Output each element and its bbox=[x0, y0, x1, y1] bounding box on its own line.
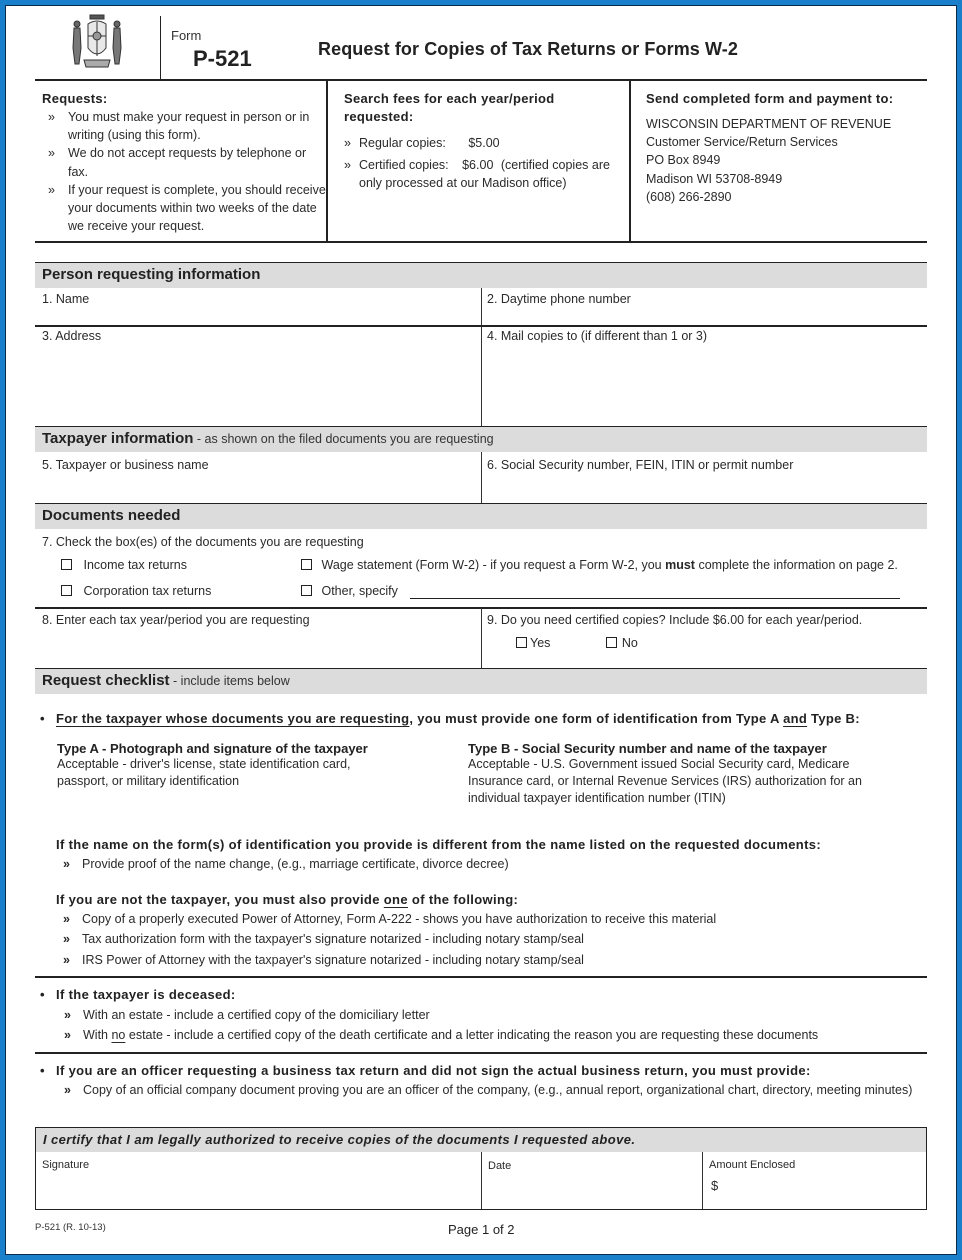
fee-certified-note: (certified copies are only processed at our Madison office) bbox=[359, 158, 610, 191]
id-requirement-text: Type B: bbox=[807, 711, 860, 726]
deceased-item bbox=[64, 1008, 430, 1022]
fee-certified bbox=[344, 156, 629, 192]
fee-certified-amount: $6.00 bbox=[462, 158, 494, 173]
address-field[interactable] bbox=[35, 326, 481, 426]
wage-statement-text: Wage statement (Form W-2) - if you request a Form W-2, you bbox=[321, 558, 666, 572]
form-revision: P-521 (R. 10-13) bbox=[35, 1222, 106, 1233]
q7-label: 7. Check the box(es) of the documents you are requesting bbox=[42, 535, 364, 549]
deceased-item-text: estate - include a certified copy of the death certificate and a letter indicating the reason you are requesting these documents bbox=[125, 1028, 819, 1042]
chevron-marker-icon: » bbox=[344, 158, 351, 173]
q8-label: 8. Enter each tax year/period you are requesting bbox=[42, 613, 310, 627]
type-b-block bbox=[468, 741, 908, 807]
certified-no-checkbox[interactable] bbox=[606, 637, 617, 648]
section-request-checklist bbox=[35, 668, 927, 694]
address-line: WISCONSIN DEPARTMENT OF REVENUE bbox=[646, 117, 892, 131]
not-taxpayer-item bbox=[63, 953, 584, 967]
certification-fields bbox=[35, 1152, 927, 1210]
type-a-block bbox=[57, 741, 407, 790]
name-change-item bbox=[63, 857, 509, 871]
chevron-marker-icon: » bbox=[64, 1028, 71, 1042]
corporation-tax-returns-checkbox[interactable] bbox=[61, 585, 72, 596]
other-label: Other, specify bbox=[321, 584, 398, 598]
fees-heading: Search fees for each year/period requested: bbox=[344, 91, 555, 124]
not-taxpayer-item-text: IRS Power of Attorney with the taxpayer's signature notarized - including notary stamp/seal bbox=[82, 953, 584, 967]
deceased-item-text: With an estate - include a certified copy of the domiciliary letter bbox=[83, 1008, 430, 1022]
wage-statement-label bbox=[321, 558, 897, 572]
corporation-tax-returns-label: Corporation tax returns bbox=[83, 584, 212, 598]
section-title: Documents needed bbox=[42, 507, 181, 524]
type-b-body: Acceptable - U.S. Government issued Social Security card, Medicare Insurance card, or Internal Revenue Services (IRS) authorization for an individual taxpayer identification number (ITIN) bbox=[468, 757, 862, 805]
chevron-marker-icon: » bbox=[64, 1083, 71, 1097]
mail-copies-to-label: 4. Mail copies to (if different than 1 or 3) bbox=[487, 329, 708, 343]
name-label: 1. Name bbox=[42, 292, 90, 306]
not-taxpayer-heading-text: If you are not the taxpayer, you must also provide bbox=[56, 892, 384, 907]
fee-regular-amount: $5.00 bbox=[468, 136, 500, 150]
fee-certified-label: Certified copies: bbox=[359, 158, 449, 173]
ssn-fein-label: 6. Social Security number, FEIN, ITIN or permit number bbox=[487, 458, 794, 472]
bullet-icon: • bbox=[40, 711, 45, 726]
row-divider bbox=[35, 976, 927, 978]
amount-enclosed-field[interactable] bbox=[703, 1152, 926, 1209]
section-subtitle: - include items below bbox=[169, 674, 290, 688]
not-taxpayer-item bbox=[63, 932, 584, 946]
dollar-sign: $ bbox=[711, 1178, 719, 1193]
deceased-heading-text: If the taxpayer is deceased: bbox=[56, 987, 236, 1002]
id-requirement-text: , you must provide one form of identification from Type A bbox=[409, 711, 784, 726]
deceased-item bbox=[64, 1028, 818, 1042]
info-rule bbox=[35, 241, 927, 243]
section-person-requesting bbox=[35, 262, 927, 288]
section-title: Person requesting information bbox=[42, 266, 261, 283]
requests-box bbox=[35, 81, 328, 243]
wage-statement-text: complete the information on page 2. bbox=[694, 558, 898, 572]
date-label: Date bbox=[488, 1160, 512, 1172]
form-number: P-521 bbox=[193, 46, 252, 71]
wisconsin-state-seal-icon bbox=[66, 12, 128, 72]
chevron-marker-icon: » bbox=[63, 932, 70, 946]
signature-field[interactable] bbox=[36, 1152, 482, 1209]
form-label: Form bbox=[171, 28, 202, 43]
bullet-icon: • bbox=[40, 987, 45, 1002]
type-b-heading: Type B - Social Security number and name of the taxpayer bbox=[468, 741, 827, 756]
chevron-marker-icon: » bbox=[63, 953, 70, 967]
chevron-marker-icon: » bbox=[48, 146, 55, 161]
type-a-heading: Type A - Photograph and signature of the taxpayer bbox=[57, 741, 368, 756]
officer-item-text: Copy of an official company document proving you are an officer of the company, (e.g., annual report, organizational chart, directory, meeting minutes) bbox=[83, 1083, 913, 1097]
other-option[interactable] bbox=[301, 584, 398, 598]
phone-line: (608) 266-2890 bbox=[646, 189, 732, 204]
section-title: Request checklist bbox=[42, 672, 170, 689]
officer-heading bbox=[40, 1063, 811, 1078]
certification-statement: I certify that I am legally authorized to receive copies of the documents I requested above. bbox=[35, 1127, 927, 1152]
page-title: Request for Copies of Tax Returns or Forms W-2 bbox=[318, 39, 738, 59]
header-divider bbox=[160, 16, 161, 80]
certified-yes-option[interactable] bbox=[516, 636, 550, 650]
fee-regular-label: Regular copies: bbox=[359, 136, 446, 150]
not-taxpayer-item bbox=[63, 912, 716, 926]
chevron-marker-icon: » bbox=[64, 1008, 71, 1022]
address-line: Madison WI 53708-8949 bbox=[646, 171, 783, 186]
requests-heading: Requests: bbox=[42, 91, 108, 106]
phone-label: 2. Daytime phone number bbox=[487, 292, 631, 306]
certified-no-option[interactable] bbox=[606, 636, 638, 650]
send-to-box bbox=[631, 81, 927, 243]
wage-statement-checkbox[interactable] bbox=[301, 559, 312, 570]
deceased-heading bbox=[40, 987, 236, 1002]
send-to-heading: Send completed form and payment to: bbox=[646, 91, 894, 106]
chevron-marker-icon: » bbox=[344, 136, 351, 150]
section-subtitle: - as shown on the filed documents you are requesting bbox=[193, 432, 494, 446]
not-taxpayer-heading-text: of the following: bbox=[407, 892, 519, 907]
requests-item bbox=[42, 108, 326, 144]
deceased-emphasis: no bbox=[111, 1028, 126, 1042]
section-title: Taxpayer information bbox=[42, 430, 194, 447]
date-field[interactable] bbox=[482, 1152, 703, 1209]
taxpayer-name-field[interactable] bbox=[35, 452, 481, 503]
not-taxpayer-heading bbox=[56, 892, 518, 907]
amount-enclosed-label: Amount Enclosed bbox=[709, 1159, 796, 1171]
fee-regular bbox=[344, 134, 629, 152]
corporation-tax-returns-option[interactable] bbox=[61, 584, 211, 598]
requests-item bbox=[42, 144, 326, 180]
requests-item-text: If your request is complete, you should receive your documents within two weeks of the date we receive your request. bbox=[68, 182, 326, 234]
officer-item bbox=[64, 1083, 912, 1097]
q9-label: 9. Do you need certified copies? Include $6.00 for each year/period. bbox=[487, 613, 863, 627]
requests-item bbox=[42, 181, 326, 236]
tax-year-period-field[interactable] bbox=[35, 608, 481, 668]
name-change-heading: If the name on the form(s) of identification you provide is different from the name listed on the requested documents: bbox=[56, 837, 822, 852]
requests-item-text: You must make your request in person or in writing (using this form). bbox=[68, 110, 310, 143]
chevron-marker-icon: » bbox=[63, 912, 70, 926]
page-number: Page 1 of 2 bbox=[448, 1222, 515, 1237]
other-specify-input[interactable] bbox=[410, 598, 900, 599]
certified-yes-checkbox[interactable] bbox=[516, 637, 527, 648]
phone-field[interactable] bbox=[482, 288, 927, 325]
certified-yes-label: Yes bbox=[530, 636, 551, 650]
not-taxpayer-item-text: Tax authorization form with the taxpayer's signature notarized - including notary stamp/seal bbox=[82, 932, 584, 946]
ssn-fein-field[interactable] bbox=[482, 452, 927, 503]
id-requirement-emphasis: and bbox=[783, 711, 808, 726]
other-checkbox[interactable] bbox=[301, 585, 312, 596]
type-a-body: Acceptable - driver's license, state identification card, passport, or military identification bbox=[57, 757, 351, 788]
chevron-marker-icon: » bbox=[48, 110, 55, 124]
name-field[interactable] bbox=[35, 288, 481, 325]
chevron-marker-icon: » bbox=[48, 182, 55, 197]
section-documents-needed bbox=[35, 503, 927, 529]
wage-statement-emphasis: must bbox=[665, 558, 695, 572]
certified-no-label: No bbox=[621, 636, 638, 650]
row-divider bbox=[35, 1052, 927, 1054]
wage-statement-option[interactable] bbox=[301, 558, 898, 572]
mailing-address bbox=[646, 115, 927, 206]
address-label: 3. Address bbox=[42, 329, 102, 343]
officer-heading-text: If you are an officer requesting a business tax return and did not sign the actual business return, you must provide: bbox=[56, 1063, 811, 1078]
bullet-icon: • bbox=[40, 1063, 45, 1078]
id-requirement-item bbox=[40, 711, 860, 726]
requests-item-text: We do not accept requests by telephone or fax. bbox=[68, 146, 307, 179]
id-requirement-text: For the taxpayer whose documents you are requesting bbox=[56, 711, 410, 726]
chevron-marker-icon: » bbox=[63, 857, 70, 871]
name-change-item-text: Provide proof of the name change, (e.g., marriage certificate, divorce decree) bbox=[82, 857, 509, 871]
signature-label: Signature bbox=[42, 1159, 90, 1171]
not-taxpayer-item-text: Copy of a properly executed Power of Attorney, Form A-222 - shows you have authorization to receive this material bbox=[82, 912, 717, 926]
deceased-item-text: With bbox=[83, 1028, 112, 1042]
address-line: PO Box 8949 bbox=[646, 153, 721, 168]
section-taxpayer-information bbox=[35, 426, 927, 452]
income-tax-returns-checkbox[interactable] bbox=[61, 559, 72, 570]
certified-copies-question bbox=[482, 608, 927, 668]
taxpayer-name-label: 5. Taxpayer or business name bbox=[42, 458, 209, 472]
not-taxpayer-emphasis: one bbox=[383, 892, 408, 907]
income-tax-returns-option[interactable] bbox=[61, 558, 187, 572]
income-tax-returns-label: Income tax returns bbox=[83, 558, 187, 572]
fees-box bbox=[328, 81, 631, 243]
mail-copies-to-field[interactable] bbox=[482, 326, 927, 426]
address-line: Customer Service/Return Services bbox=[646, 135, 838, 150]
